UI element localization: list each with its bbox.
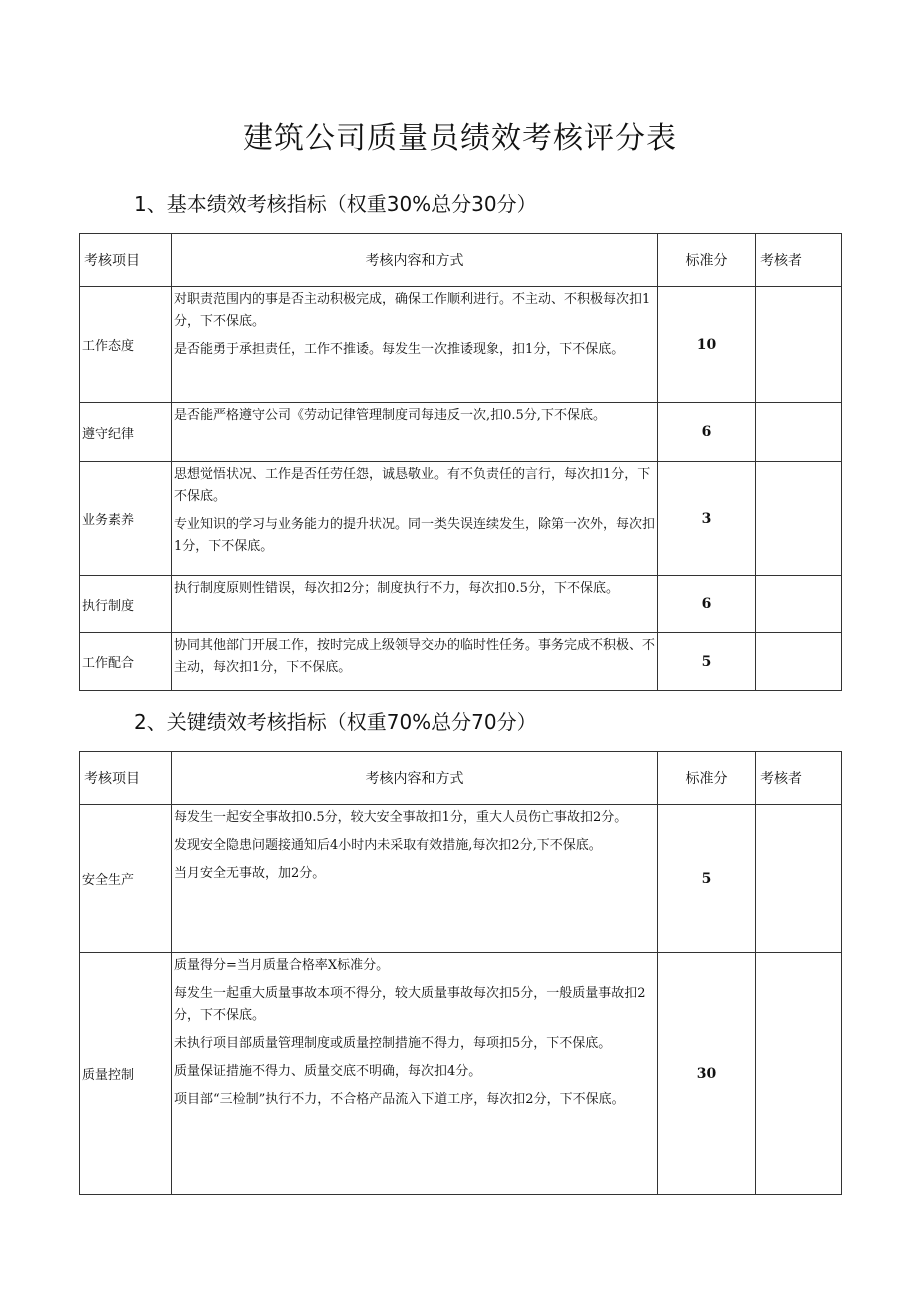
row-assessor-cell (756, 287, 842, 403)
row-content (172, 576, 658, 633)
row-score: 6 (658, 403, 756, 462)
table-row (80, 633, 842, 691)
header-item: 考核项目 (80, 752, 172, 805)
row-item: 执行制度 (80, 576, 172, 633)
header-content: 考核内容和方式 (172, 752, 658, 805)
table-header-row (80, 234, 842, 287)
content-line: 对职责范围内的事是否主动积极完成，确保工作顺利进行。不主动、不积极每次扣1分，下不保底。 (174, 292, 651, 329)
key-kpi-table (79, 751, 842, 1195)
row-item: 遵守纪律 (80, 403, 172, 462)
row-assessor-cell (756, 403, 842, 462)
content-line: 是否能严格遵守公司《劳动记律管理制度司每违反一次,扣0.5分,下不保底。 (174, 408, 606, 423)
row-item: 安全生产 (80, 805, 172, 953)
table-header-row (80, 752, 842, 805)
header-assessor: 考核者 (756, 752, 842, 805)
content-line: 发现安全隐患问题接通知后4小时内未采取有效措施,每次扣2分,下不保底。 (174, 838, 602, 853)
header-score: 标准分 (658, 234, 756, 287)
content-line: 未执行项目部质量管理制度或质量控制措施不得力，每项扣5分，下不保底。 (174, 1036, 612, 1051)
section-2-heading: 2、关键绩效考核指标（权重70%总分70分） (134, 710, 537, 734)
row-content (172, 462, 658, 576)
row-assessor-cell (756, 576, 842, 633)
content-line: 项目部“三检制”执行不力，不合格产品流入下道工序，每次扣2分，下不保底。 (174, 1092, 625, 1107)
row-assessor-cell (756, 953, 842, 1195)
row-score: 6 (658, 576, 756, 633)
row-content (172, 287, 658, 403)
basic-kpi-table (79, 233, 842, 691)
header-assessor: 考核者 (756, 234, 842, 287)
row-score: 5 (658, 633, 756, 691)
section-1-heading: 1、基本绩效考核指标（权重30%总分30分） (134, 192, 537, 216)
row-item: 业务素养 (80, 462, 172, 576)
row-item: 工作态度 (80, 287, 172, 403)
row-content (172, 953, 658, 1195)
content-line: 是否能勇于承担责任，工作不推诿。每发生一次推诿现象，扣1分，下不保底。 (174, 342, 625, 357)
row-item: 工作配合 (80, 633, 172, 691)
row-assessor-cell (756, 805, 842, 953)
content-line: 每发生一起重大质量事故本项不得分，较大质量事故每次扣5分，一般质量事故扣2分，下不保底。 (174, 986, 646, 1023)
content-line: 质量得分=当月质量合格率X标准分。 (174, 958, 390, 973)
table-row (80, 576, 842, 633)
content-line: 当月安全无事故，加2分。 (174, 866, 326, 881)
content-line: 每发生一起安全事故扣0.5分，较大安全事故扣1分，重大人员伤亡事故扣2分。 (174, 810, 628, 825)
content-line: 协同其他部门开展工作，按时完成上级领导交办的临时性任务。事务完成不积极、不主动，每次扣1分，下不保底。 (174, 638, 656, 675)
header-content: 考核内容和方式 (172, 234, 658, 287)
row-content (172, 805, 658, 953)
row-score: 30 (658, 953, 756, 1195)
table-row (80, 953, 842, 1195)
content-line: 质量保证措施不得力、质量交底不明确，每次扣4分。 (174, 1064, 482, 1079)
content-line: 执行制度原则性错误，每次扣2分；制度执行不力，每次扣0.5分，下不保底。 (174, 581, 619, 596)
content-line: 思想觉悟状况、工作是否任劳任怨，诚恳敬业。有不负责任的言行，每次扣1分，下不保底。 (174, 467, 651, 504)
row-assessor-cell (756, 462, 842, 576)
row-assessor-cell (756, 633, 842, 691)
page-title: 建筑公司质量员绩效考核评分表 (243, 121, 677, 156)
row-score: 5 (658, 805, 756, 953)
header-score: 标准分 (658, 752, 756, 805)
table-row (80, 287, 842, 403)
header-item: 考核项目 (80, 234, 172, 287)
content-line: 专业知识的学习与业务能力的提升状况。同一类失误连续发生，除第一次外，每次扣1分，下不保底。 (174, 517, 656, 554)
row-content (172, 633, 658, 691)
table-row (80, 403, 842, 462)
row-score: 10 (658, 287, 756, 403)
row-score: 3 (658, 462, 756, 576)
row-item: 质量控制 (80, 953, 172, 1195)
row-content (172, 403, 658, 462)
table-row (80, 462, 842, 576)
table-row (80, 805, 842, 953)
